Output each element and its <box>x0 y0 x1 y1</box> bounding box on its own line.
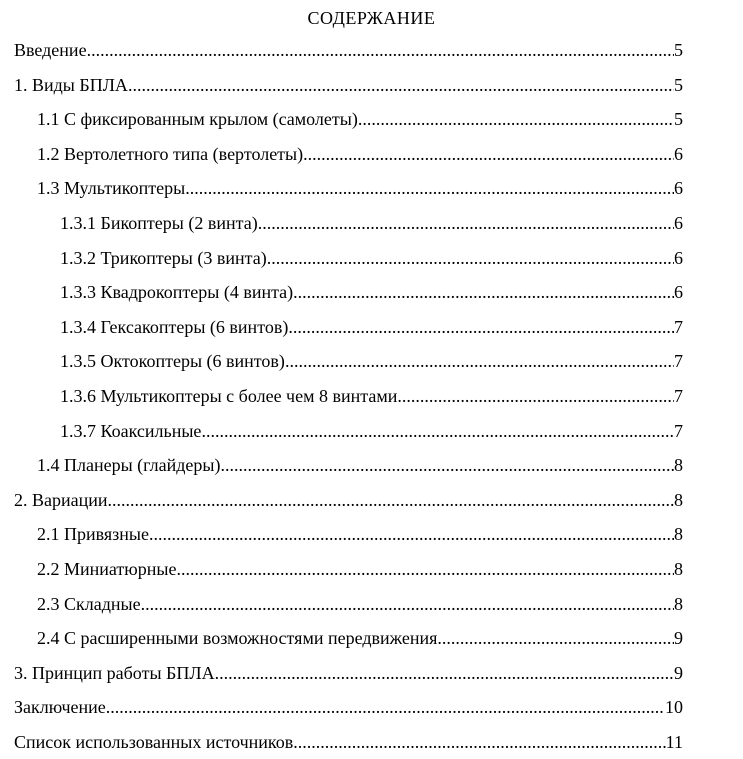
toc-entry <box>14 206 683 241</box>
toc-entry-label: Список использованных источников <box>14 731 294 752</box>
toc-title: СОДЕРЖАНИЕ <box>307 8 436 28</box>
toc-leader-dots <box>288 310 674 345</box>
toc-entry-label: 2.1 Привязные <box>37 524 149 545</box>
toc-page-number: 9 <box>674 662 683 683</box>
toc-entry <box>14 310 683 345</box>
toc-leader-dots <box>285 344 674 379</box>
toc-entry <box>14 621 683 656</box>
toc-leader-dots <box>397 379 674 414</box>
toc-entry <box>14 241 683 276</box>
toc-entry-label: 1.3.6 Мультикоптеры с более чем 8 винтами <box>60 385 398 406</box>
toc-page-number: 8 <box>674 455 683 476</box>
toc-leader-dots <box>141 587 674 622</box>
toc-entry <box>14 448 683 483</box>
toc-leader-dots <box>358 102 674 137</box>
toc-entry-label: 1.3.3 Квадрокоптеры (4 винта) <box>60 282 294 303</box>
toc-page-number: 8 <box>674 524 683 545</box>
toc-page-number: 7 <box>674 351 683 372</box>
toc-entry <box>14 587 683 622</box>
toc-leader-dots <box>293 275 674 310</box>
toc-entry <box>14 552 683 587</box>
toc-entry-label: 1.3.1 Бикоптеры (2 винта) <box>60 212 258 233</box>
toc-entry <box>14 483 683 518</box>
toc-entry-label: 1.3.2 Трикоптеры (3 винта) <box>60 247 267 268</box>
toc-page-number: 6 <box>674 212 683 233</box>
toc-leader-dots <box>128 68 674 103</box>
toc-page-number: 6 <box>674 178 683 199</box>
toc-leader-dots <box>108 483 674 518</box>
toc-entry-label: 1.3.7 Коаксильные <box>60 420 202 441</box>
toc-leader-dots <box>176 552 674 587</box>
toc-entry-label: 2.2 Миниатюрные <box>37 558 177 579</box>
toc-entry-label: 1.1 С фиксированным крылом (самолеты) <box>37 109 358 130</box>
toc-page-number: 6 <box>674 247 683 268</box>
toc-leader-dots <box>215 656 674 691</box>
toc-entry-label: 1. Виды БПЛА <box>14 74 128 95</box>
toc-entry-label: 1.3 Мультикоптеры <box>37 178 186 199</box>
toc-page-number: 5 <box>674 40 683 60</box>
toc-leader-dots <box>149 517 674 552</box>
toc-leader-dots <box>87 33 674 68</box>
toc-page-number: 7 <box>674 316 683 337</box>
toc-entry-label: Введение <box>14 40 87 60</box>
toc-entry <box>14 725 683 759</box>
toc-entry <box>14 68 683 103</box>
toc-leader-dots <box>201 414 674 449</box>
toc-page-number: 5 <box>674 109 683 130</box>
toc-entry <box>14 414 683 449</box>
toc-entry <box>14 102 683 137</box>
toc-leader-dots <box>437 621 674 656</box>
toc-entry-label: 2. Вариации <box>14 489 108 510</box>
toc-list <box>0 30 743 759</box>
toc-page-number: 11 <box>665 731 683 752</box>
toc-entry <box>14 517 683 552</box>
toc-leader-dots <box>303 137 674 172</box>
toc-entry <box>14 379 683 414</box>
toc-page-number: 8 <box>674 558 683 579</box>
toc-entry-label: 1.2 Вертолетного типа (вертолеты) <box>37 143 304 164</box>
toc-page-number: 7 <box>674 420 683 441</box>
toc-leader-dots <box>221 448 675 483</box>
toc-entry-label: 1.3.5 Октокоптеры (6 винтов) <box>60 351 285 372</box>
toc-page-number: 8 <box>674 489 683 510</box>
toc-page-number: 7 <box>674 385 683 406</box>
toc-page-number: 6 <box>674 143 683 164</box>
toc-entry <box>14 171 683 206</box>
toc-leader-dots <box>293 725 665 759</box>
toc-leader-dots <box>258 206 674 241</box>
toc-entry <box>14 137 683 172</box>
toc-leader-dots <box>185 171 674 206</box>
toc-entry-label: 2.4 С расширенными возможностями передвижения <box>37 628 438 649</box>
toc-entry-label: 3. Принцип работы БПЛА <box>14 662 215 683</box>
toc-entry-label: 1.4 Планеры (глайдеры) <box>37 455 221 476</box>
toc-page-number: 8 <box>674 593 683 614</box>
toc-leader-dots <box>267 241 674 276</box>
toc-entry-label: 1.3.4 Гексакоптеры (6 винтов) <box>60 316 289 337</box>
toc-entry <box>14 656 683 691</box>
toc-entry-label: Заключение <box>14 697 106 718</box>
toc-page-number: 5 <box>674 74 683 95</box>
toc-entry-label: 2.3 Складные <box>37 593 141 614</box>
toc-page-number: 10 <box>665 697 683 718</box>
toc-page-number: 9 <box>674 628 683 649</box>
toc-entry <box>14 33 683 68</box>
toc-leader-dots <box>106 690 665 725</box>
toc-entry <box>14 690 683 725</box>
toc-entry <box>14 344 683 379</box>
toc-page-number: 6 <box>674 282 683 303</box>
toc-entry <box>14 275 683 310</box>
